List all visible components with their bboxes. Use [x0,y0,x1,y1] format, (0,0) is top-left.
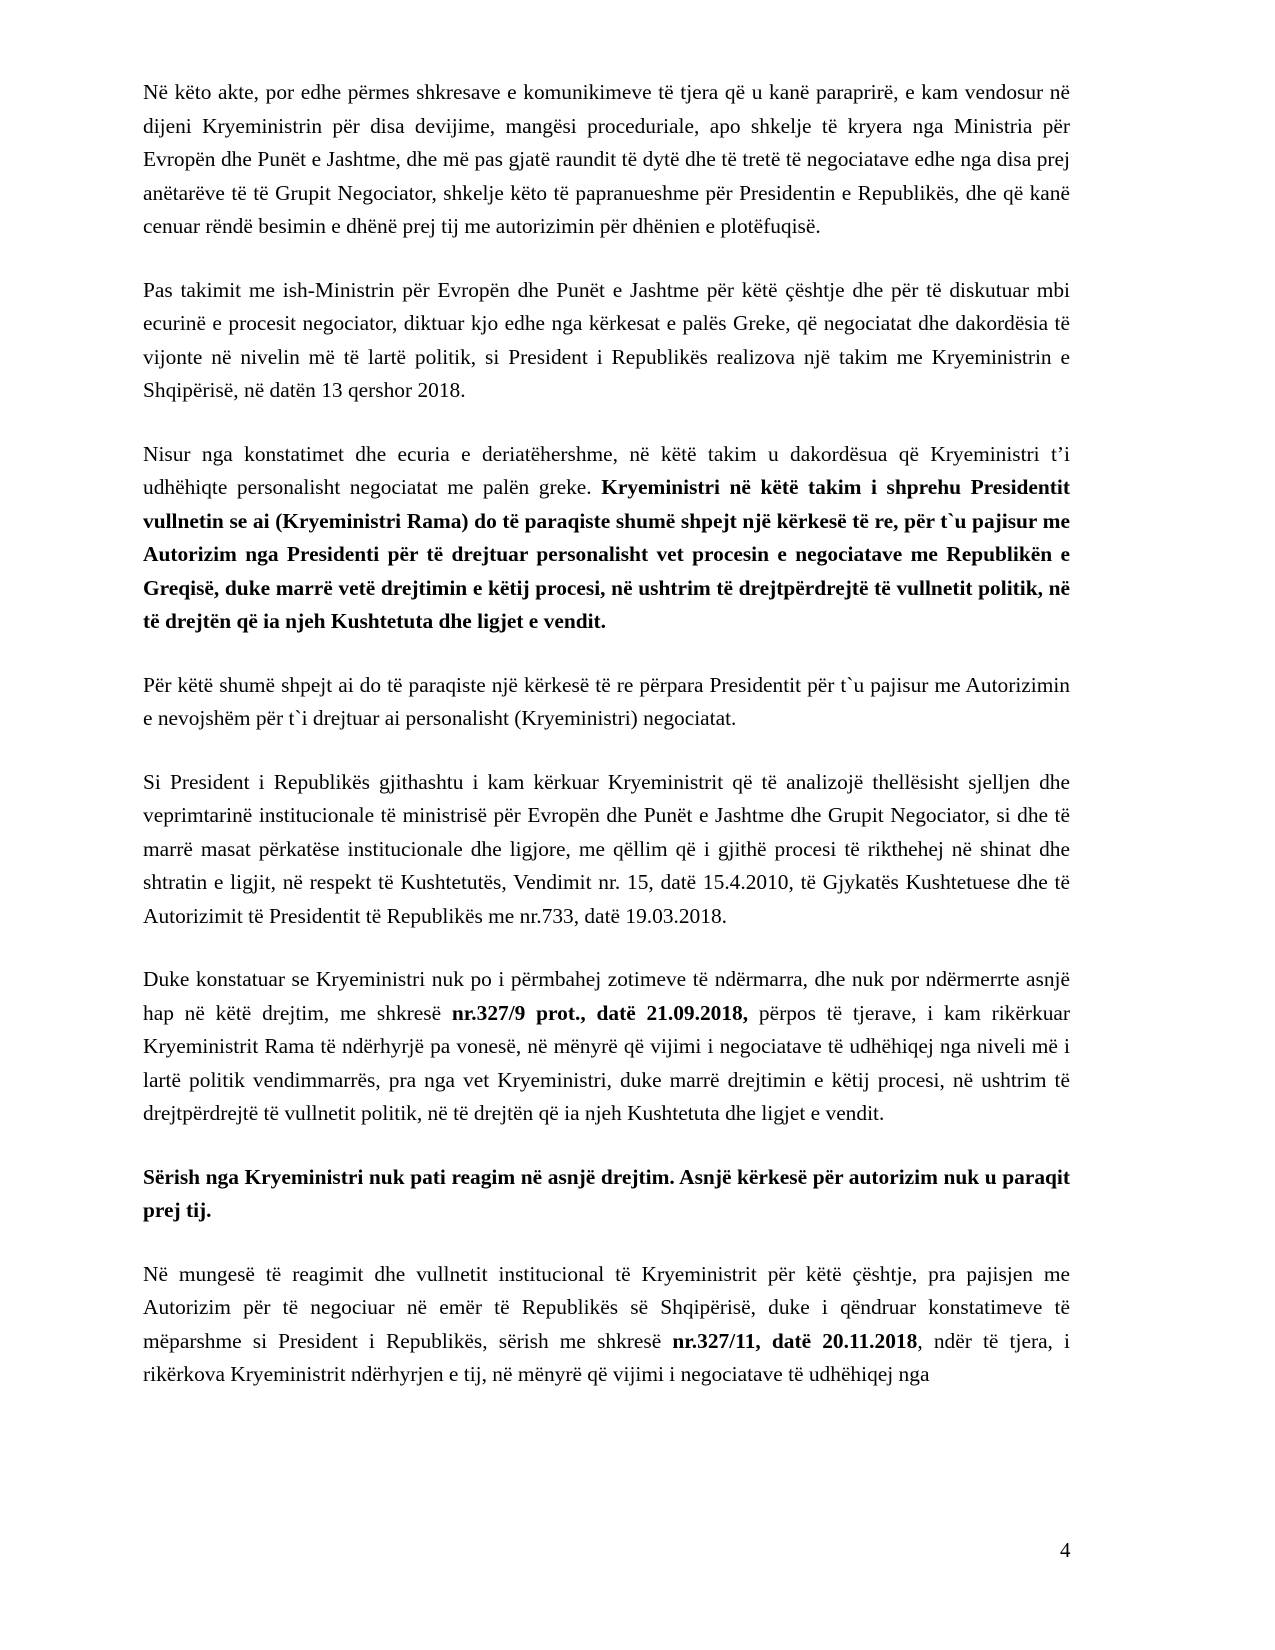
paragraph [143,438,1070,639]
paragraph [143,766,1070,934]
paragraph-text: Si President i Republikës gjithashtu i kam kërkuar Kryeministrit që të analizojë thellësisht sjelljen dhe veprimtarinë institucionale të ministrisë për Evropën dhe Punët e Jashtme dhe Grupit Negociator, si dhe të marrë masat përkatëse institucionale dhe ligjore, me qëllim që i gjithë procesi të rikthehej në shinat dhe shtratin e ligjit, në respekt të Kushtetutës, Vendimit nr. 15, datë 15.4.2010, të Gjykatës Kushtetuese dhe të Autorizimit të Presidentit të Republikës me nr.733, datë 19.03.2018. [143,769,1070,928]
paragraph-text: Në mungesë të reagimit dhe vullnetit institucional të Kryeministrit për këtë çështje, pra pajisjen me Autorizim për të negociuar në emër të Republikës së Shqipërisë, duke i qëndruar konstatimeve të mëparshme si President i Republikës, sërish me shkresë [143,1261,1070,1353]
page-number: 4 [1060,1538,1071,1562]
paragraph-bold-text: Kryeministri në këtë takim i shprehu Presidentit vullnetin se ai (Kryeministri Rama) do të paraqiste shumë shpejt një kërkesë të re, për t`u pajisur me Autorizim nga Presidenti për të drejtuar personalisht vet procesin e negociatave me Republikën e Greqisë, duke marrë vetë drejtimin e këtij procesi, në ushtrim të drejtpërdrejtë të vullnetit politik, në të drejtën që ia njeh Kushtetuta dhe ligjet e vendit. [143,475,1070,633]
paragraph [143,669,1070,736]
document-page [143,76,1070,1422]
paragraph [143,1258,1070,1392]
paragraph-text: përpos të tjerave, i kam rikërkuar Kryeministrit Rama të ndërhyrjë pa vonesë, në mënyrë që vijimi i negociatave të udhëhiqej nga niveli më i lartë politik vendimmarrës, pra nga vet Kryeministri, duke marrë drejtimin e këtij procesi, në ushtrim të drejtpërdrejtë të vullnetit politik, në të drejtën që ia njeh Kushtetuta dhe ligjet e vendit. [143,1000,1071,1125]
paragraph-text: Në këto akte, por edhe përmes shkresave e komunikimeve të tjera që u kanë paraprirë, e kam vendosur në dijeni Kryeministrin për disa devijime, mangësi proceduriale, apo shkelje të kryera nga Ministria për Evropën dhe Punët e Jashtme, dhe më pas gjatë raundit të dytë dhe të tretë të negociatave edhe nga disa prej anëtarëve të të Grupit Negociator, shkelje këto të papranueshme për Presidentin e Republikës, dhe që kanë cenuar rëndë besimin e dhënë prej tij me autorizimin për dhënien e plotëfuqisë. [143,80,1070,238]
paragraph-text: Duke konstatuar se Kryeministri nuk po i përmbahej zotimeve të ndërmarra, dhe nuk por ndërmerrte asnjë hap në këtë drejtim, me shkresë [143,967,1070,1025]
paragraph [143,1161,1070,1228]
paragraph [143,76,1070,244]
paragraph [143,963,1070,1131]
letter-reference: nr.327/11, datë 20.11.2018 [672,1328,918,1353]
paragraph-text: Nisur nga konstatimet dhe ecuria e deriatëhershme, në këtë takim u dakordësua që Kryeministri t’i udhëhiqte personalisht negociatat me palën greke. [143,441,1070,499]
paragraph-text: Për këtë shumë shpejt ai do të paraqiste një kërkesë të re përpara Presidentit për t`u pajisur me Autorizimin e nevojshëm për t`i drejtuar ai personalisht (Kryeministri) negociatat. [143,672,1070,730]
paragraph-bold-text: Sërish nga Kryeministri nuk pati reagim në asnjë drejtim. Asnjë kërkesë për autorizim nuk u paraqit prej tij. [143,1164,1070,1222]
paragraph [143,274,1070,408]
letter-reference: nr.327/9 prot., datë 21.09.2018, [451,1000,749,1025]
paragraph-text: , ndër të tjera, i rikërkova Kryeministrit ndërhyrjen e tij, në mënyrë që vijimi i negociatave të udhëhiqej nga [143,1328,1070,1386]
paragraph-text: Pas takimit me ish-Ministrin për Evropën dhe Punët e Jashtme për këtë çështje dhe për të diskutuar mbi ecurinë e procesit negociator, diktuar kjo edhe nga kërkesat e palës Greke, që negociatat dhe dakordësia të vijonte në nivelin më të lartë politik, si President i Republikës realizova një takim me Kryeministrin e Shqipërisë, në datën 13 qershor 2018. [143,277,1070,402]
